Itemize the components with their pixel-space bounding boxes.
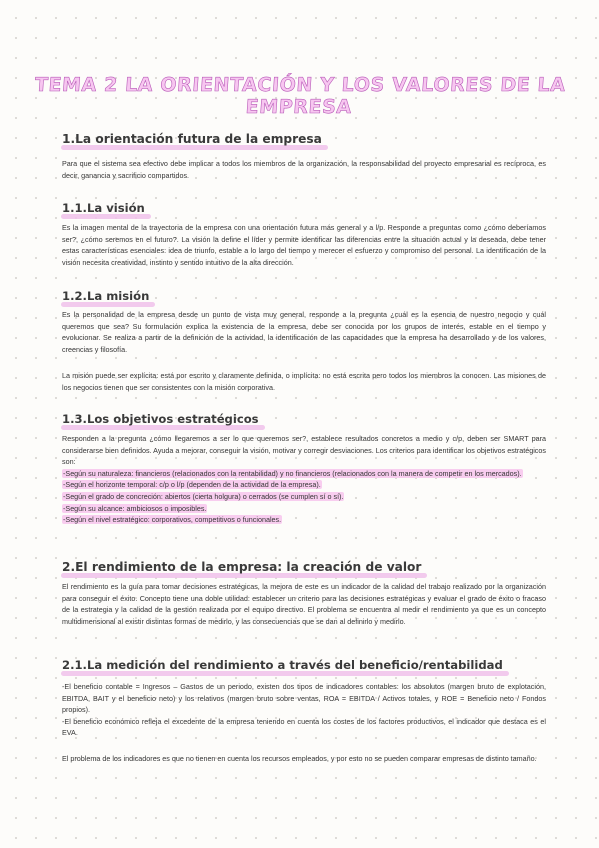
section-1-3-body — [62, 433, 546, 526]
section-1-2 — [62, 285, 546, 305]
section-paragraph: Es la personalidad de la empresa desde un punto de vista muy general, responde a la pregunta ¿cuál es la esencia de nuestro negocio y cuál queremos que sea? Su formulación explica la existencia de la empresa, debe ser conocida por los grupos de interés, estable en el tiempo y evolucionar. Se realiza a partir de la definición de la actividad, la identificación de las capacidades que la empresa ha desarrollado y de los valores, creencias y filosofía. — [62, 310, 546, 354]
list-item: -Según su naturaleza: financieros (relacionados con la rentabilidad) y no financieros (relacionados con la manera de competir en los mercados). — [63, 468, 522, 478]
section-heading: 1.2.La misión — [62, 289, 152, 305]
list-item: -Según el nivel estratégico: corporativos, competitivos o funcionales. — [63, 515, 282, 525]
section-1-3 — [62, 408, 546, 428]
section-paragraph: -El beneficio económico refleja el excedente de la empresa teniendo en cuenta los costes de los factores productivos, el indicador que destaca es el EVA. — [62, 716, 546, 738]
section-paragraph: Responden a la pregunta ¿cómo llegaremos a ser lo que queremos ser?, establece resultados concretos a medio y c/p, deben ser SMART para considerarse bien definidos. Ayuda a mejorar, conseguir la visión, motivar y corregir desviaciones. Los criterios para identificar los objetivos estratégicos son: — [62, 434, 546, 467]
section-2-1-body-2 — [62, 753, 546, 765]
section-2 — [62, 556, 546, 576]
section-heading: 1.1.La visión — [62, 201, 148, 217]
list-item: -Según su alcance: ambiciosos o imposibles. — [63, 503, 207, 513]
section-2-1 — [62, 654, 546, 674]
section-1-body — [62, 158, 546, 181]
section-2-body — [62, 581, 546, 627]
section-paragraph: Para que el sistema sea efectivo debe implicar a todos los miembros de la organización, la responsabilidad del proyecto empresarial es recíproca, es decir, ganancia y sacrificio compartidos. — [62, 159, 546, 180]
section-paragraph: Es la imagen mental de la trayectoria de la empresa con una orientación futura más general y a l/p. Responde a preguntas como ¿cómo deberíamos ser?, ¿cómo seremos en el futuro?. La visión la define el líder y permite identificar las diferencias entre la situación actual y la deseada, debe tener estas características esenciales: idea de triunfo, estable a lo largo del tiempo y merecer el esfuerzo y compromiso del personal. La identificación de la visión necesita creatividad, instinto y sentido intuitivo de la alta dirección. — [62, 223, 546, 267]
section-heading: 1.3.Los objetivos estratégicos — [62, 412, 262, 428]
section-heading: 2.1.La medición del rendimiento a través del beneficio/rentabilidad — [62, 658, 506, 674]
list-item: -Según el horizonte temporal: c/p o l/p (dependen de la actividad de la empresa). — [63, 480, 321, 490]
list-item: -Según el grado de concreción: abiertos (cierta holgura) o cerrados (se cumplen sí o sí). — [63, 491, 344, 501]
page-title: TEMA 2 LA ORIENTACIÓN Y LOS VALORES DE LA EMPRESA — [34, 74, 567, 118]
section-1 — [62, 128, 546, 148]
section-1-2-body — [62, 309, 546, 355]
section-paragraph: El rendimiento es la guía para tomar decisiones estratégicas, la mejora de este es un indicador de la calidad del trabajo realizado por la organización para conseguir el éxito. Concepto tiene una doble utilidad: establecer un criterio para las decisiones estratégicas y evaluar el grado de éxito o fracaso de la estrategia y la calidad de la gestión realizada por el equipo directivo. El problema se encuentra al medir el rendimiento ya que es un concepto multidimensional al existir distintas formas de medirlo, y las consecuencias que se dan al definirlo y medirlo. — [62, 582, 546, 626]
section-1-2-body-2 — [62, 370, 546, 393]
section-heading: 1.La orientación futura de la empresa — [62, 132, 325, 148]
section-paragraph: La misión puede ser explícita: está por escrito y claramente definida, o implícita: no está escrita pero todos los miembros la conocen. Las misiones de los negocios tienen que ser consistentes con la misión corporativa. — [62, 371, 546, 392]
section-paragraph: El problema de los indicadores es que no tienen en cuenta los recursos empleados, y por esto no se pueden comparar empresas de distinto tamaño. — [62, 754, 537, 763]
section-paragraph: -El beneficio contable = Ingresos – Gastos de un periodo, existen dos tipos de indicadores contables: los absolutos (margen bruto de explotación, EBITDA, BAIT y el beneficio neto) y los relativos (margen bruto sobre ventas, ROA = EBITDA / Activos totales, y ROE = Beneficio neto / Fondos propios). — [62, 682, 546, 715]
section-heading: 2.El rendimiento de la empresa: la creación de valor — [62, 560, 424, 576]
section-2-1-body — [62, 681, 546, 739]
section-1-1 — [62, 197, 546, 217]
section-1-1-body — [62, 222, 546, 268]
